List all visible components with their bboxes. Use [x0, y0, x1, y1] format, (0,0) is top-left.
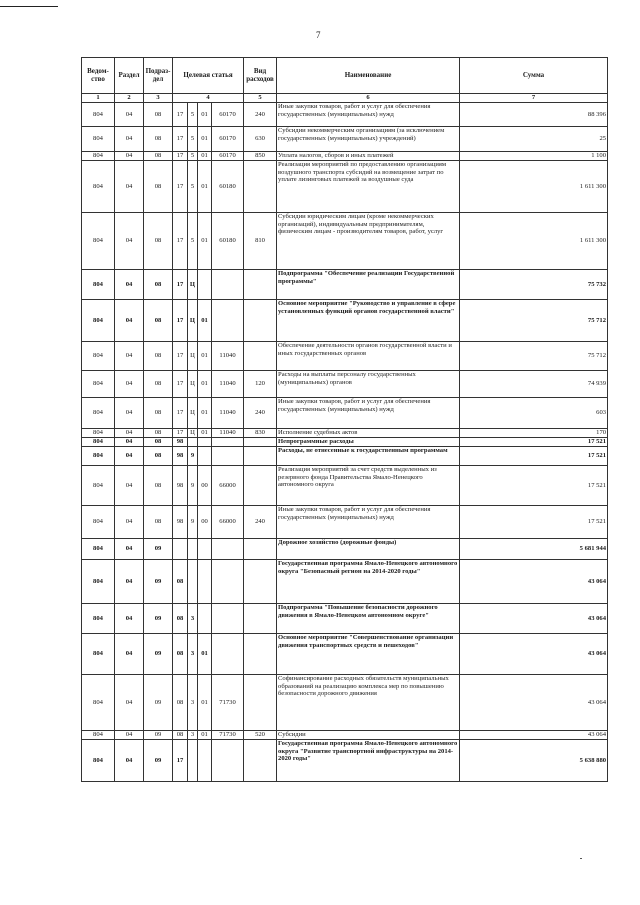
- activity-cell: 01: [198, 398, 212, 429]
- section-cell: 04: [115, 152, 144, 161]
- subsection-cell: 08: [144, 506, 173, 539]
- subprogram-cell: 3: [188, 731, 198, 740]
- budget-table: [81, 57, 608, 782]
- exp-type-cell: 520: [244, 731, 277, 740]
- table-row: [82, 127, 608, 152]
- direction-cell: 60180: [212, 213, 244, 270]
- program-cell: 17: [173, 342, 188, 371]
- table-row: [82, 604, 608, 634]
- exp-type-cell: 810: [244, 213, 277, 270]
- subprogram-cell: [188, 740, 198, 782]
- table-row: [82, 342, 608, 371]
- direction-cell: 60170: [212, 103, 244, 127]
- activity-cell: [198, 740, 212, 782]
- subsection-cell: 09: [144, 560, 173, 604]
- subsection-cell: 08: [144, 103, 173, 127]
- direction-cell: 60170: [212, 152, 244, 161]
- sum-cell: 88 396: [460, 103, 608, 127]
- direction-cell: [212, 270, 244, 300]
- activity-cell: 01: [198, 342, 212, 371]
- dept-cell: 804: [82, 342, 115, 371]
- table-row: [82, 300, 608, 342]
- activity-cell: 01: [198, 371, 212, 398]
- section-cell: 04: [115, 634, 144, 675]
- activity-cell: 01: [198, 300, 212, 342]
- direction-cell: 11040: [212, 342, 244, 371]
- subsection-cell: 08: [144, 447, 173, 466]
- program-cell: 17: [173, 152, 188, 161]
- table-row: [82, 438, 608, 447]
- table-row: [82, 731, 608, 740]
- subprogram-cell: Ц: [188, 371, 198, 398]
- direction-cell: 11040: [212, 429, 244, 438]
- section-cell: 04: [115, 438, 144, 447]
- program-cell: 17: [173, 740, 188, 782]
- item-name-cell: Обеспечение деятельности органов государственной власти и иных государственных органов: [277, 342, 460, 371]
- item-name-cell: Расходы, не отнесенные к государственным программам: [277, 447, 460, 466]
- sum-cell: 75 712: [460, 300, 608, 342]
- program-cell: 17: [173, 429, 188, 438]
- sum-cell: 17 521: [460, 466, 608, 506]
- table-row: [82, 466, 608, 506]
- subprogram-cell: [188, 560, 198, 604]
- sum-cell: 25: [460, 127, 608, 152]
- header-target: Целевая статья: [173, 58, 244, 94]
- activity-cell: 01: [198, 429, 212, 438]
- sum-cell: 75 732: [460, 270, 608, 300]
- col-index: 3: [144, 94, 173, 103]
- subprogram-cell: 3: [188, 634, 198, 675]
- section-cell: 04: [115, 429, 144, 438]
- col-index: 6: [277, 94, 460, 103]
- sum-cell: 43 064: [460, 560, 608, 604]
- dept-cell: 804: [82, 270, 115, 300]
- dept-cell: 804: [82, 398, 115, 429]
- dept-cell: 804: [82, 466, 115, 506]
- table-row: [82, 429, 608, 438]
- subsection-cell: 09: [144, 539, 173, 560]
- dept-cell: 804: [82, 103, 115, 127]
- dept-cell: 804: [82, 447, 115, 466]
- subprogram-cell: 5: [188, 152, 198, 161]
- sum-cell: 43 064: [460, 634, 608, 675]
- dept-cell: 804: [82, 300, 115, 342]
- item-name-cell: Софинансирование расходных обязательств муниципальных образований на реализацию комплекса мер по повышению безопасности дорожного движения: [277, 675, 460, 731]
- sum-cell: 170: [460, 429, 608, 438]
- table-row: [82, 447, 608, 466]
- direction-cell: 60170: [212, 127, 244, 152]
- exp-type-cell: [244, 560, 277, 604]
- table-row: [82, 506, 608, 539]
- header-subsection: Подраз-дел: [144, 58, 173, 94]
- col-index: 5: [244, 94, 277, 103]
- dept-cell: 804: [82, 560, 115, 604]
- header-exp-type: Вид расходов: [244, 58, 277, 94]
- program-cell: 17: [173, 213, 188, 270]
- section-cell: 04: [115, 342, 144, 371]
- sum-cell: 17 521: [460, 506, 608, 539]
- exp-type-cell: 630: [244, 127, 277, 152]
- activity-cell: 00: [198, 466, 212, 506]
- program-cell: 98: [173, 438, 188, 447]
- dept-cell: 804: [82, 127, 115, 152]
- subprogram-cell: 3: [188, 604, 198, 634]
- subsection-cell: 08: [144, 161, 173, 213]
- direction-cell: 66000: [212, 466, 244, 506]
- activity-cell: 01: [198, 675, 212, 731]
- exp-type-cell: 830: [244, 429, 277, 438]
- direction-cell: [212, 634, 244, 675]
- direction-cell: 11040: [212, 398, 244, 429]
- subsection-cell: 08: [144, 270, 173, 300]
- sum-cell: 43 064: [460, 604, 608, 634]
- subsection-cell: 08: [144, 429, 173, 438]
- item-name-cell: Исполнение судебных актов: [277, 429, 460, 438]
- col-index: 4: [173, 94, 244, 103]
- item-name-cell: Субсидии юридическим лицам (кроме некоммерческих организаций), индивидуальным предпринимателям, физическим лицам - производителям товаров, работ, услуг: [277, 213, 460, 270]
- table-row: [82, 675, 608, 731]
- sum-cell: 74 939: [460, 371, 608, 398]
- sum-cell: 75 712: [460, 342, 608, 371]
- sum-cell: 5 681 944: [460, 539, 608, 560]
- exp-type-cell: [244, 740, 277, 782]
- program-cell: 17: [173, 127, 188, 152]
- sum-cell: 1 100: [460, 152, 608, 161]
- exp-type-cell: [244, 539, 277, 560]
- col-index: 2: [115, 94, 144, 103]
- program-cell: 98: [173, 466, 188, 506]
- subsection-cell: 09: [144, 731, 173, 740]
- subprogram-cell: 9: [188, 447, 198, 466]
- subsection-cell: 08: [144, 438, 173, 447]
- exp-type-cell: [244, 270, 277, 300]
- direction-cell: [212, 438, 244, 447]
- activity-cell: 01: [198, 152, 212, 161]
- sum-cell: 43 064: [460, 731, 608, 740]
- subprogram-cell: Ц: [188, 398, 198, 429]
- item-name-cell: Основное мероприятие "Руководство и управление в сфере установленных функций органов государственной власти": [277, 300, 460, 342]
- subsection-cell: 08: [144, 398, 173, 429]
- program-cell: [173, 539, 188, 560]
- program-cell: 08: [173, 675, 188, 731]
- program-cell: 17: [173, 103, 188, 127]
- exp-type-cell: [244, 675, 277, 731]
- subprogram-cell: Ц: [188, 270, 198, 300]
- subprogram-cell: Ц: [188, 342, 198, 371]
- subprogram-cell: [188, 539, 198, 560]
- subprogram-cell: 9: [188, 506, 198, 539]
- direction-cell: 60180: [212, 161, 244, 213]
- header-sum: Сумма: [460, 58, 608, 94]
- program-cell: 08: [173, 560, 188, 604]
- col-index: 1: [82, 94, 115, 103]
- section-cell: 04: [115, 103, 144, 127]
- column-index-row: [82, 94, 608, 103]
- item-name-cell: Расходы на выплаты персоналу государственных (муниципальных) органов: [277, 371, 460, 398]
- subprogram-cell: 5: [188, 161, 198, 213]
- subprogram-cell: Ц: [188, 429, 198, 438]
- activity-cell: [198, 560, 212, 604]
- exp-type-cell: [244, 604, 277, 634]
- exp-type-cell: 850: [244, 152, 277, 161]
- subsection-cell: 08: [144, 152, 173, 161]
- section-cell: 04: [115, 161, 144, 213]
- item-name-cell: Непрограммные расходы: [277, 438, 460, 447]
- table-row: [82, 270, 608, 300]
- section-cell: 04: [115, 731, 144, 740]
- exp-type-cell: [244, 342, 277, 371]
- dept-cell: 804: [82, 731, 115, 740]
- subprogram-cell: 9: [188, 466, 198, 506]
- table-body: [82, 103, 608, 782]
- exp-type-cell: [244, 634, 277, 675]
- subsection-cell: 08: [144, 342, 173, 371]
- program-cell: 08: [173, 634, 188, 675]
- direction-cell: [212, 560, 244, 604]
- section-cell: 04: [115, 466, 144, 506]
- program-cell: 17: [173, 161, 188, 213]
- direction-cell: 71730: [212, 675, 244, 731]
- table-row: [82, 634, 608, 675]
- page-number: 7: [316, 30, 321, 40]
- exp-type-cell: 240: [244, 506, 277, 539]
- exp-type-cell: [244, 438, 277, 447]
- item-name-cell: Основное мероприятие "Совершенствование организации движения транспортных средств и пешеходов": [277, 634, 460, 675]
- activity-cell: [198, 539, 212, 560]
- section-cell: 04: [115, 398, 144, 429]
- direction-cell: [212, 447, 244, 466]
- item-name-cell: Дорожное хозяйство (дорожные фонды): [277, 539, 460, 560]
- exp-type-cell: 120: [244, 371, 277, 398]
- table-row: [82, 560, 608, 604]
- subsection-cell: 09: [144, 604, 173, 634]
- item-name-cell: Государственная программа Ямало-Ненецкого автономного округа "Развитие транспортной инфраструктуры на 2014-2020 годы": [277, 740, 460, 782]
- table-row: [82, 371, 608, 398]
- sum-cell: 1 611 300: [460, 213, 608, 270]
- dept-cell: 804: [82, 539, 115, 560]
- item-name-cell: Уплата налогов, сборов и иных платежей: [277, 152, 460, 161]
- activity-cell: [198, 604, 212, 634]
- subsection-cell: 08: [144, 213, 173, 270]
- activity-cell: 01: [198, 731, 212, 740]
- subprogram-cell: Ц: [188, 300, 198, 342]
- section-cell: 04: [115, 560, 144, 604]
- section-cell: 04: [115, 604, 144, 634]
- item-name-cell: Иные закупки товаров, работ и услуг для обеспечения государственных (муниципальных) нужд: [277, 506, 460, 539]
- section-cell: 04: [115, 371, 144, 398]
- exp-type-cell: [244, 300, 277, 342]
- section-cell: 04: [115, 539, 144, 560]
- subsection-cell: 09: [144, 675, 173, 731]
- item-name-cell: Реализация мероприятий по предоставлению организациям воздушного транспорта субсидий на возмещение затрат по уплате лизинговых платежей за воздушные суда: [277, 161, 460, 213]
- dept-cell: 804: [82, 634, 115, 675]
- dept-cell: 804: [82, 213, 115, 270]
- subsection-cell: 08: [144, 127, 173, 152]
- direction-cell: [212, 300, 244, 342]
- exp-type-cell: 240: [244, 398, 277, 429]
- subsection-cell: 09: [144, 634, 173, 675]
- subsection-cell: 09: [144, 740, 173, 782]
- subsection-cell: 08: [144, 371, 173, 398]
- activity-cell: [198, 447, 212, 466]
- scan-mark: [580, 858, 582, 859]
- section-cell: 04: [115, 127, 144, 152]
- subprogram-cell: [188, 438, 198, 447]
- dept-cell: 804: [82, 161, 115, 213]
- item-name-cell: Государственная программа Ямало-Ненецкого автономного округа "Безопасный регион на 2014-2020 годы": [277, 560, 460, 604]
- item-name-cell: Реализация мероприятий за счет средств выделенных из резервного фонда Правительства Ямало-Ненецкого автономного округа: [277, 466, 460, 506]
- section-cell: 04: [115, 213, 144, 270]
- item-name-cell: Иные закупки товаров, работ и услуг для обеспечения государственных (муниципальных) нужд: [277, 103, 460, 127]
- activity-cell: 01: [198, 161, 212, 213]
- exp-type-cell: [244, 466, 277, 506]
- header-name: Наименование: [277, 58, 460, 94]
- col-index: 7: [460, 94, 608, 103]
- exp-type-cell: [244, 447, 277, 466]
- section-cell: 04: [115, 740, 144, 782]
- section-cell: 04: [115, 270, 144, 300]
- dept-cell: 804: [82, 506, 115, 539]
- exp-type-cell: [244, 161, 277, 213]
- direction-cell: [212, 604, 244, 634]
- item-name-cell: Субсидии: [277, 731, 460, 740]
- activity-cell: 01: [198, 213, 212, 270]
- dept-cell: 804: [82, 675, 115, 731]
- top-rule: [0, 6, 58, 7]
- table-row: [82, 161, 608, 213]
- sum-cell: 603: [460, 398, 608, 429]
- header-section: Раздел: [115, 58, 144, 94]
- program-cell: 08: [173, 731, 188, 740]
- section-cell: 04: [115, 506, 144, 539]
- subprogram-cell: 5: [188, 213, 198, 270]
- sum-cell: 17 521: [460, 438, 608, 447]
- item-name-cell: Подпрограмма "Обеспечение реализации Государственной программы": [277, 270, 460, 300]
- activity-cell: 01: [198, 634, 212, 675]
- program-cell: 98: [173, 506, 188, 539]
- activity-cell: [198, 270, 212, 300]
- dept-cell: 804: [82, 429, 115, 438]
- program-cell: 17: [173, 371, 188, 398]
- direction-cell: 71730: [212, 731, 244, 740]
- subsection-cell: 08: [144, 466, 173, 506]
- dept-cell: 804: [82, 604, 115, 634]
- activity-cell: 00: [198, 506, 212, 539]
- dept-cell: 804: [82, 371, 115, 398]
- activity-cell: 01: [198, 127, 212, 152]
- header-dept: Ведом-ство: [82, 58, 115, 94]
- dept-cell: 804: [82, 152, 115, 161]
- table-row: [82, 213, 608, 270]
- table-row: [82, 740, 608, 782]
- item-name-cell: Подпрограмма "Повышение безопасности дорожного движения в Ямало-Ненецком автономном округе": [277, 604, 460, 634]
- sum-cell: 17 521: [460, 447, 608, 466]
- activity-cell: 01: [198, 103, 212, 127]
- section-cell: 04: [115, 300, 144, 342]
- dept-cell: 804: [82, 438, 115, 447]
- table-row: [82, 103, 608, 127]
- direction-cell: 66000: [212, 506, 244, 539]
- program-cell: 17: [173, 300, 188, 342]
- item-name-cell: Субсидии некоммерческим организациям (за исключением государственных (муниципальных) учреждений): [277, 127, 460, 152]
- table-row: [82, 398, 608, 429]
- exp-type-cell: 240: [244, 103, 277, 127]
- subsection-cell: 08: [144, 300, 173, 342]
- direction-cell: [212, 539, 244, 560]
- activity-cell: [198, 438, 212, 447]
- subprogram-cell: 5: [188, 127, 198, 152]
- sum-cell: 43 064: [460, 675, 608, 731]
- item-name-cell: Иные закупки товаров, работ и услуг для обеспечения государственных (муниципальных) нужд: [277, 398, 460, 429]
- program-cell: 08: [173, 604, 188, 634]
- table-row: [82, 152, 608, 161]
- direction-cell: [212, 740, 244, 782]
- section-cell: 04: [115, 447, 144, 466]
- subprogram-cell: 3: [188, 675, 198, 731]
- sum-cell: 1 611 300: [460, 161, 608, 213]
- program-cell: 17: [173, 270, 188, 300]
- sum-cell: 5 638 880: [460, 740, 608, 782]
- header-row: [82, 58, 608, 94]
- direction-cell: 11040: [212, 371, 244, 398]
- section-cell: 04: [115, 675, 144, 731]
- program-cell: 17: [173, 398, 188, 429]
- subprogram-cell: 5: [188, 103, 198, 127]
- program-cell: 98: [173, 447, 188, 466]
- dept-cell: 804: [82, 740, 115, 782]
- table-row: [82, 539, 608, 560]
